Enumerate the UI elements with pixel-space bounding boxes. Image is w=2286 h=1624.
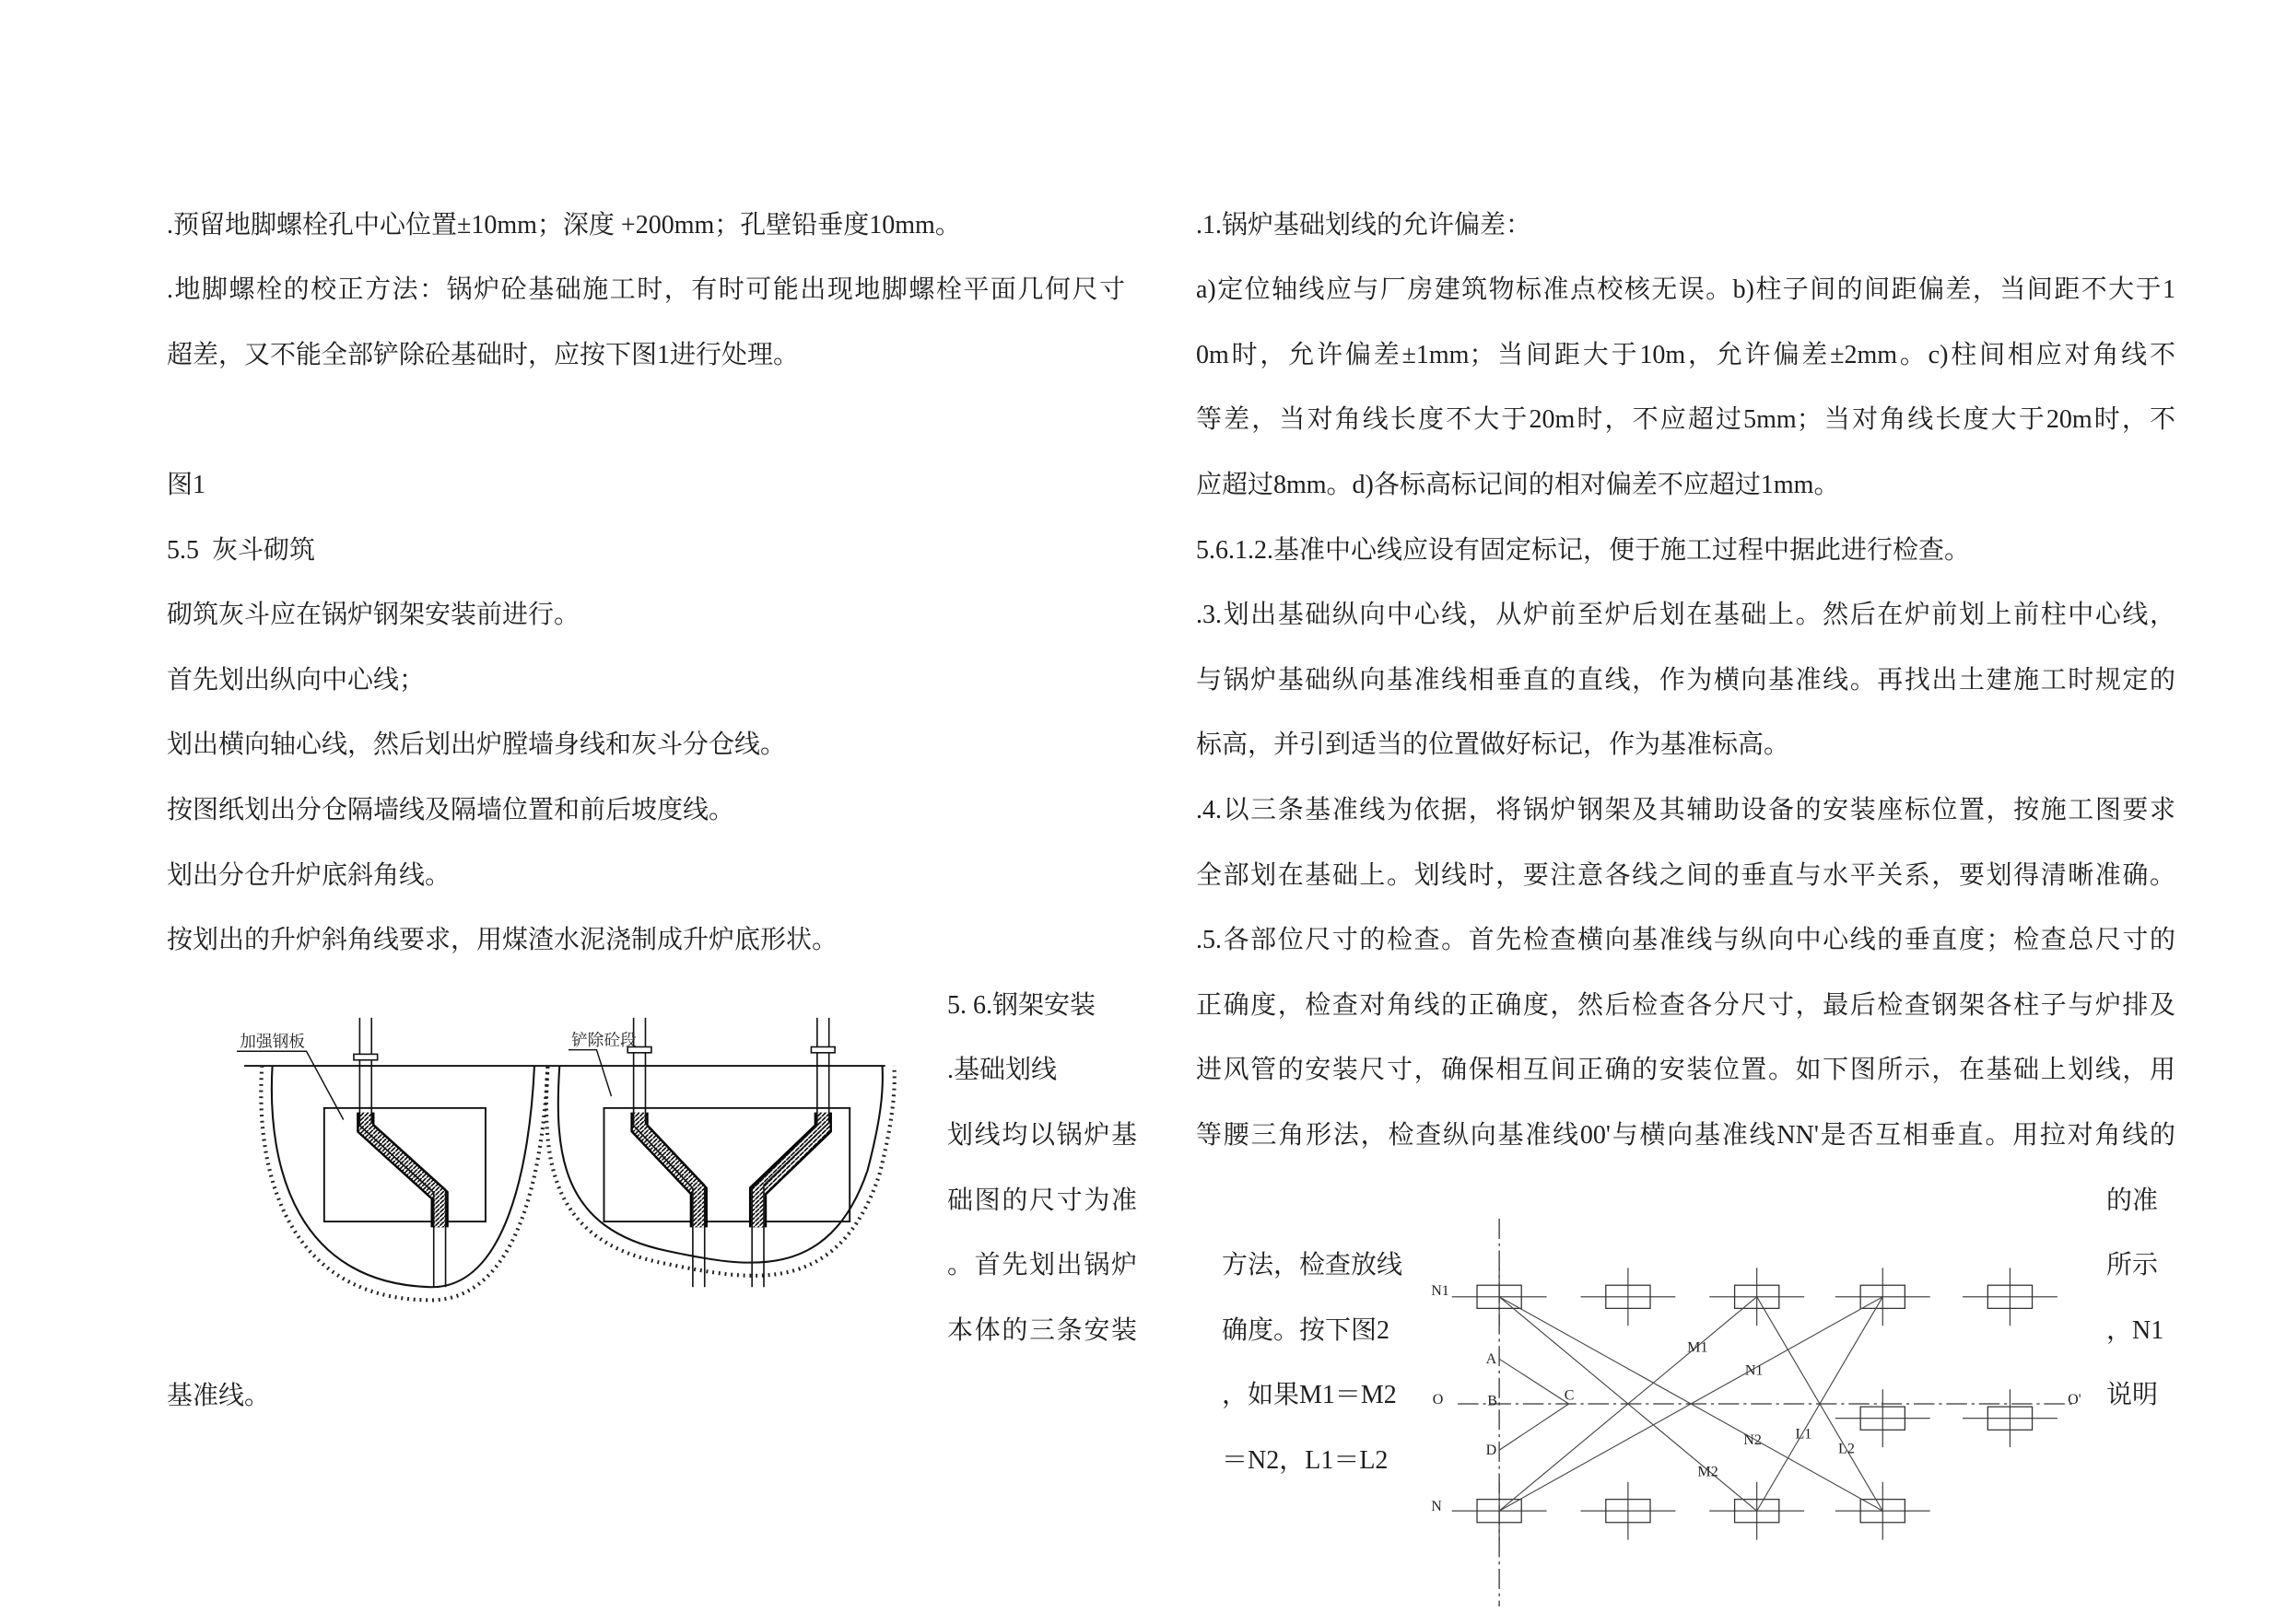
left-column xyxy=(167,193,1125,974)
side-column xyxy=(947,974,1137,1364)
column-mark xyxy=(1835,1389,1930,1447)
column-mark xyxy=(1452,1268,1547,1326)
paragraph-line: 按图纸划出分仓隔墙线及隔墙位置和前后坡度线。 xyxy=(167,796,735,825)
left-pit-gravel xyxy=(261,1066,547,1300)
split-line-right: 所示 xyxy=(2106,1251,2159,1280)
bolt-cap xyxy=(354,1054,378,1059)
paragraph-line: 首先划出纵向中心线； xyxy=(167,665,426,695)
paragraph-line: 标高，并引到适当的位置做好标记，作为基准标高。 xyxy=(1196,730,1790,760)
label-reinforcing-plate: 加强钢板 xyxy=(240,1032,305,1051)
section-heading: 5.5 灰斗砌筑 xyxy=(167,535,316,565)
label-point-b: B xyxy=(1487,1393,1497,1409)
paragraph-line: 划出横向轴心线，然后划出炉膛墙身线和灰斗分仓线。 xyxy=(167,730,787,760)
figure-1-anchor-bolt-diagram xyxy=(229,1011,896,1302)
label-row-n: N xyxy=(1431,1499,1442,1515)
split-line-right: 的准 xyxy=(2106,1186,2159,1215)
paragraph-line: 等差，当对角线长度不大于20m时，不应超过5mm；当对角线长度大于20m时，不 xyxy=(1196,405,2175,435)
paragraph-line: 划出分仓升炉底斜角线。 xyxy=(167,860,451,890)
bolt-cap xyxy=(811,1047,835,1053)
paragraph-line: .4.以三条基准线为依据，将锅炉钢架及其辅助设备的安装座标位置，按施工图要求 xyxy=(1196,796,2175,825)
blank-line xyxy=(167,388,1125,453)
label-l2: L2 xyxy=(1838,1441,1855,1457)
paragraph-line: 基准线。 xyxy=(167,1381,271,1410)
paragraph-line: 划线均以锅炉基 xyxy=(947,1121,1137,1151)
leader-line xyxy=(237,1051,344,1119)
column-mark xyxy=(1963,1389,2057,1447)
column-mark xyxy=(1452,1482,1547,1540)
paragraph-line: 进风管的安装尺寸，确保相互间正确的安装位置。如下图所示，在基础上划线，用 xyxy=(1196,1056,2175,1085)
section-heading: 5. 6.钢架安装 xyxy=(947,990,1096,1020)
label-n2: N2 xyxy=(1743,1432,1762,1448)
paragraph-line: .5.各部位尺寸的检查。首先检查横向基准线与纵向中心线的垂直度；检查总尺寸的 xyxy=(1196,926,2175,955)
paragraph-line: .预留地脚螺栓孔中心位置±10mm；深度 +200mm；孔壁铅垂度10mm。 xyxy=(167,210,961,240)
label-l1: L1 xyxy=(1795,1426,1812,1443)
label-m2: M2 xyxy=(1697,1464,1718,1480)
figure-2-baseline-layout-diagram xyxy=(1428,1219,2087,1609)
paragraph-line: 础图的尺寸为准 xyxy=(947,1186,1137,1215)
label-n1: N1 xyxy=(1744,1362,1764,1379)
paragraph-line: 等腰三角形法，检查纵向基准线00'与横向基准线NN'是否互相垂直。用拉对角线的 xyxy=(1196,1121,2175,1150)
label-point-c: C xyxy=(1564,1387,1575,1404)
right-pit-outline xyxy=(558,1066,883,1263)
right-pit-gravel xyxy=(546,1066,895,1276)
split-line-right: ，N1 xyxy=(2106,1315,2164,1345)
label-point-d: D xyxy=(1485,1443,1497,1458)
paragraph-line: 。首先划出锅炉 xyxy=(947,1251,1137,1280)
label-row-n1: N1 xyxy=(1431,1283,1449,1300)
paragraph-line: 与锅炉基础纵向基准线相垂直的直线，作为横向基准线。再找出土建施工时规定的 xyxy=(1196,665,2175,695)
column-mark xyxy=(1580,1268,1675,1326)
figure-caption: 图1 xyxy=(167,471,206,500)
label-axis-o: O xyxy=(1432,1392,1444,1408)
split-line-left: ，如果M1＝M2 xyxy=(1222,1381,1397,1410)
paragraph-line: .地脚螺栓的校正方法：锅炉砼基础施工时，有时可能出现地脚螺栓平面几何尺寸 xyxy=(167,275,1125,305)
paragraph-line: 正确度，检查对角线的正确度，然后检查各分尺寸，最后检查钢架各柱子与炉排及 xyxy=(1196,990,2175,1020)
label-removed-concrete: 铲除砼段 xyxy=(571,1031,637,1049)
paragraph-line: 5.6.1.2.基准中心线应设有固定标记，便于施工过程中据此进行检查。 xyxy=(1196,535,1971,565)
split-line-right: 说明 xyxy=(2106,1381,2159,1410)
triangle-side-dc xyxy=(1499,1404,1569,1450)
split-line-left: 确度。按下图2 xyxy=(1222,1315,1390,1345)
paragraph-line: .3.划出基础纵向中心线，从炉前至炉后划在基础上。然后在炉前划上前柱中心线， xyxy=(1196,601,2175,630)
paragraph-line: 本体的三条安装 xyxy=(947,1315,1137,1345)
split-line-left: ＝N2，L1＝L2 xyxy=(1222,1445,1389,1475)
section-heading: .基础划线 xyxy=(947,1056,1058,1085)
left-tail xyxy=(167,1364,270,1430)
paragraph-line: .1.锅炉基础划线的允许偏差： xyxy=(1196,210,1532,240)
paragraph-line: 砌筑灰斗应在锅炉钢架安装前进行。 xyxy=(167,601,580,630)
paragraph-line: 超差，又不能全部铲除砼基础时，应按下图1进行处理。 xyxy=(167,340,800,369)
label-m1: M1 xyxy=(1687,1339,1708,1356)
triangle-side-ac xyxy=(1499,1359,1569,1404)
leader-line xyxy=(569,1050,612,1097)
column-mark xyxy=(1963,1268,2057,1326)
label-axis-o-prime: O' xyxy=(2068,1392,2081,1408)
column-mark xyxy=(1580,1482,1675,1540)
split-line-left: 方法，检查放线 xyxy=(1222,1251,1403,1280)
label-point-a: A xyxy=(1485,1351,1497,1367)
paragraph-line: 按划出的升炉斜角线要求，用煤渣水泥浇制成升炉底形状。 xyxy=(167,926,838,955)
paragraph-line: 全部划在基础上。划线时，要注意各线之间的垂直与水平关系，要划得清晰准确。 xyxy=(1196,860,2175,890)
reinforcing-plate-hatch xyxy=(366,1113,440,1228)
paragraph-line: 应超过8mm。d)各标高标记间的相对偏差不应超过1mm。 xyxy=(1196,471,1840,500)
paragraph-line: a)定位轴线应与厂房建筑物标准点校核无误。b)柱子间的间距偏差，当间距不大于1 xyxy=(1196,275,2175,305)
paragraph-line: 0m时，允许偏差±1mm；当间距大于10m，允许偏差±2mm。c)柱间相应对角线不 xyxy=(1196,340,2175,369)
left-pit-outline xyxy=(272,1066,534,1287)
